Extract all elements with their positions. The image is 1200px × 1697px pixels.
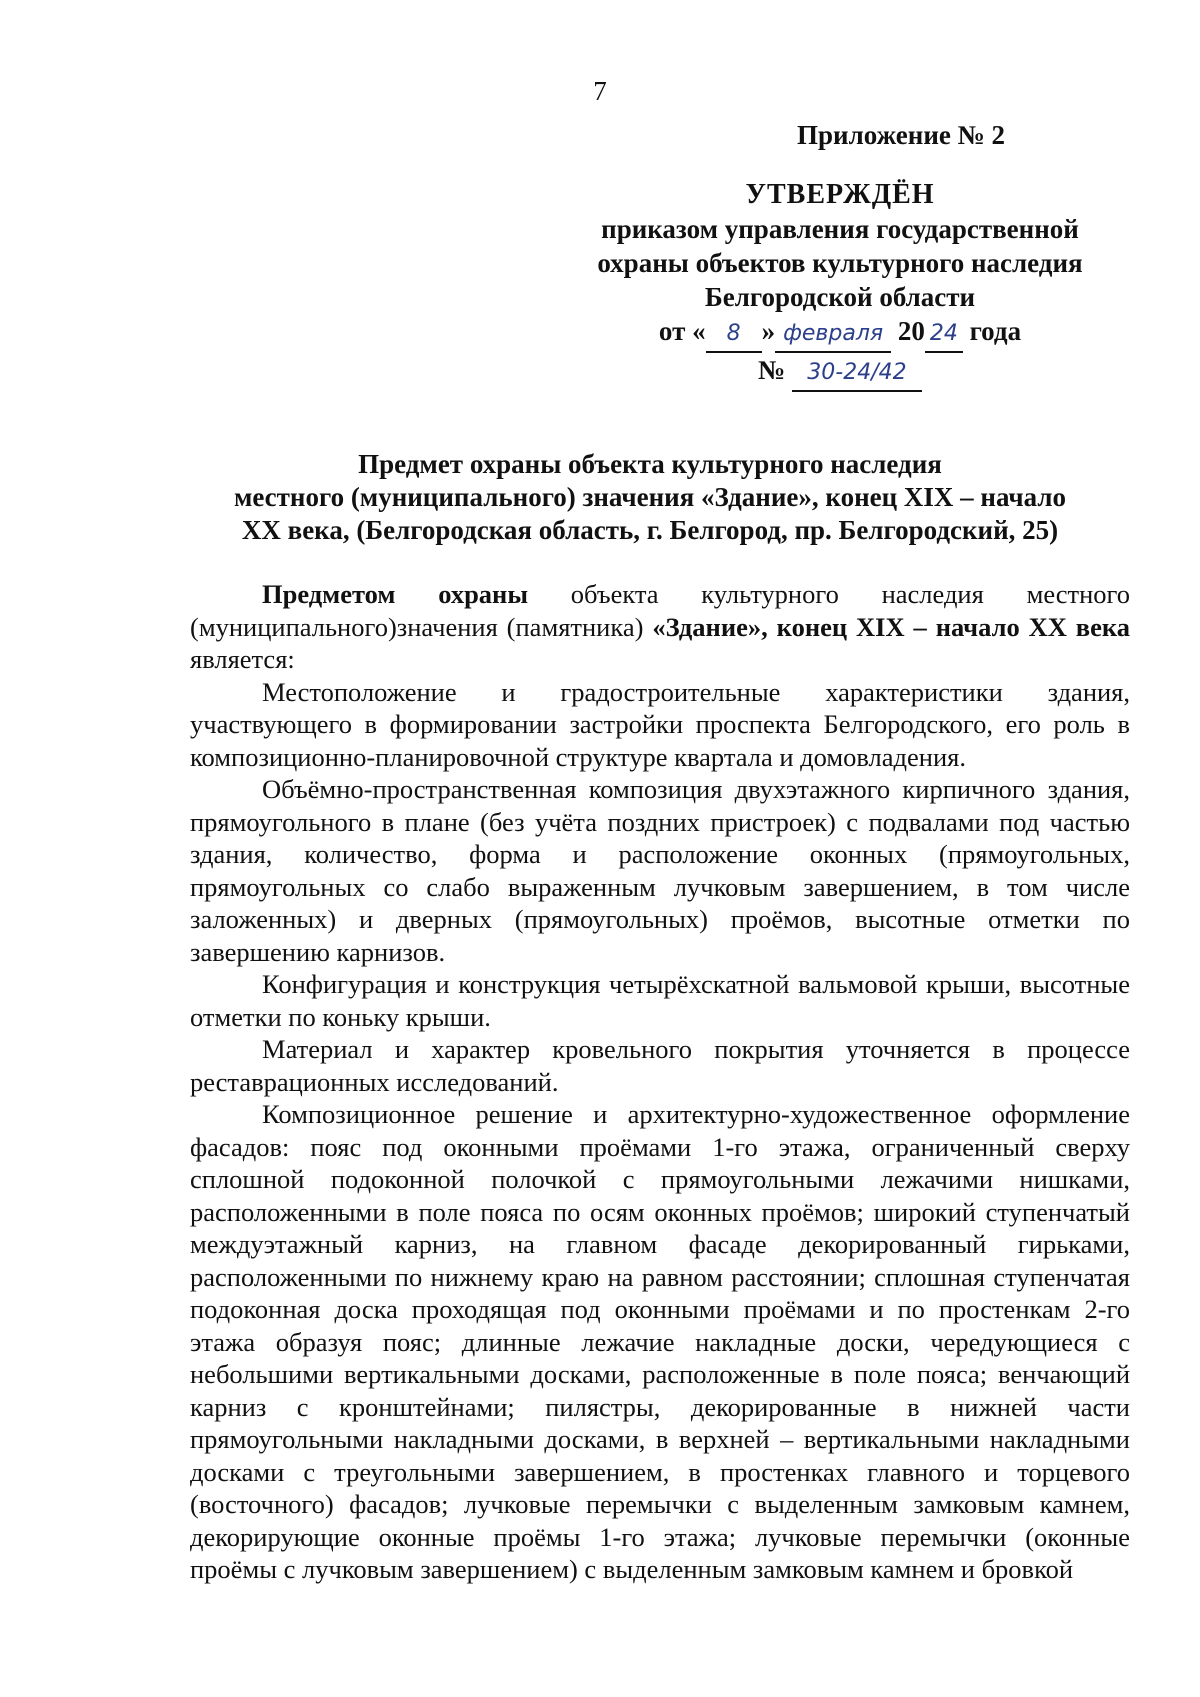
date-mid: » — [761, 316, 776, 346]
paragraph-roof-material: Материал и характер кровельного покрытия уточняется в процессе реставрационных исследований. — [190, 1034, 1130, 1097]
approval-line-1: приказом управления государственной — [601, 214, 1079, 244]
paragraph-location: Местоположение и градостроительные характеристики здания, участвующего в формировании застройки проспекта Белгородского, его роль в композиционно-планировочной структуре квартала и домовладения. — [190, 676, 1130, 772]
paragraph-facade-decoration: Композиционное решение и архитектурно-художественное оформление фасадов: пояс под оконными проёмами 1-го этажа, ограниченный сверху сплошной подоконной полочкой с прямоугольными лежачими нишками, расположенными в поле пояса по осям оконных проёмов; широкий ступенчатый междуэтажный карниз, на главном фасаде декорированный гирьками, расположенными по нижнему краю на равном расстоянии; сплошная ступенчатая подоконная доска проходящая под оконными проёмами и по простенкам 2-го этажа образуя пояс; длинные лежачие накладные доски, чередующиеся с небольшими вертикальными досками, расположенные в поле пояса; венчающий карниз с кронштейнами; пилястры, декорированные в нижней части прямоугольными накладными досками, в верхней – вертикальными накладными досками с треугольными завершением, в простенках главного и торцевого (восточного) фасадов; лучковые перемычки с выделенным замковым камнем, декорирующие оконные проёмы 1-го этажа; лучковые перемычки (оконные проёмы с лучковым завершением) с выделенным замковым камнем и бровкой — [190, 1099, 1130, 1584]
intro-bold-1: Предметом охраны — [262, 579, 529, 609]
handwritten-number: 30-24/42 — [792, 356, 922, 392]
handwritten-month: февраля — [775, 317, 891, 353]
handwritten-year: 24 — [925, 317, 963, 353]
document-body — [190, 578, 1130, 1586]
date-suffix: года — [969, 316, 1022, 346]
intro-text-2: является: — [190, 644, 295, 674]
paragraph-volume-composition: Объёмно-пространственная композиция двухэтажного кирпичного здания, прямоугольного в плане (без учёта поздних пристроек) с подвалами под частью здания, количество, форма и расположение оконных (прямоугольных, прямоугольных со слабо выраженным лучковым завершением, в том числе заложенных) и дверных (прямоугольных) проёмов, высотные отметки по завершению карнизов. — [190, 774, 1130, 967]
date-prefix: от « — [658, 316, 706, 346]
title-line-2: местного (муниципального) значения «Здание», конец XIX – начало — [233, 482, 1067, 512]
paragraph-roof-configuration: Конфигурация и конструкция четырёхскатной вальмовой крыши, высотные отметки по коньку крыши. — [190, 969, 1130, 1032]
approval-line-2: охраны объектов культурного наследия — [597, 248, 1083, 278]
intro-text-1: объекта культурного наследия местного (муниципального)значения (памятника) — [190, 579, 1130, 642]
date-year-prefix: 20 — [897, 316, 925, 346]
intro-bold-2: «Здание», конец XIX – начало XX века — [652, 611, 1130, 642]
approval-block — [560, 118, 1120, 392]
document-title — [175, 448, 1125, 547]
approval-number-line — [560, 353, 1120, 392]
approval-line-3: Белгородской области — [704, 282, 976, 312]
appendix-label: Приложение № 2 — [797, 120, 1005, 150]
number-prefix: № — [758, 355, 786, 385]
handwritten-day: 8 — [706, 317, 762, 353]
title-line-3: XX века, (Белгородская область, г. Белгород, пр. Белгородский, 25) — [241, 515, 1059, 545]
title-line-1: Предмет охраны объекта культурного наследия — [358, 449, 942, 479]
approval-date-line — [560, 314, 1120, 353]
approved-heading: УТВЕРЖДЁН — [745, 179, 935, 210]
page-number: 7 — [593, 76, 607, 106]
intro-paragraph — [190, 578, 1130, 676]
